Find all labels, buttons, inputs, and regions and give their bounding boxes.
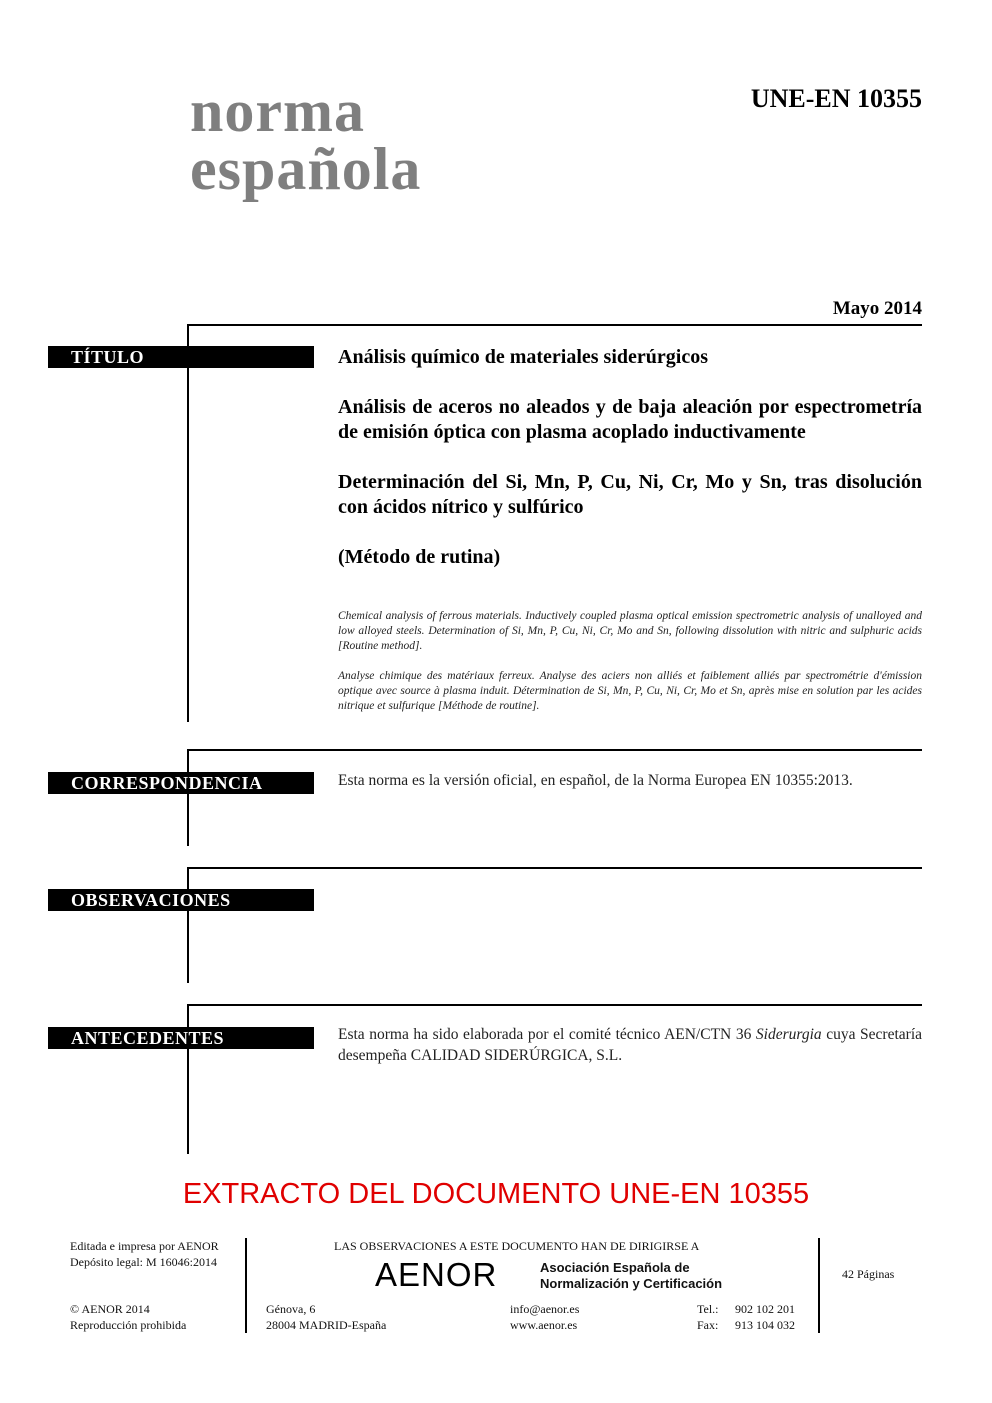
footer-address-2: 28004 MADRID-España bbox=[266, 1318, 387, 1332]
section-vertical-rule bbox=[187, 867, 189, 983]
org-line-2: Normalización y Certificación bbox=[540, 1276, 723, 1291]
antecedentes-text bbox=[338, 1024, 922, 1066]
footer-email[interactable]: info@aenor.es bbox=[510, 1302, 580, 1316]
antecedentes-text-start: Esta norma ha sido elaborada por el comité técnico AEN/CTN 36 bbox=[338, 1026, 756, 1043]
french-title: Analyse chimique des matériaux ferreux. Analyse des aciers non alliés et faiblement alliés par spectrométrie d'émission optique avec source à plasma induit. Détermination de Si, Mn, P, Cu, Ni, Cr, Mo et Sn, après mise en solution par les acides nitrique et sulfurique [Méthode de routine]. bbox=[338, 670, 922, 712]
section-vertical-rule bbox=[187, 749, 189, 846]
brand-title bbox=[190, 78, 422, 202]
title-line-3: Determinación del Si, Mn, P, Cu, Ni, Cr, Mo y Sn, tras disolución con ácidos nítrico y sulfúrico bbox=[338, 471, 922, 518]
footer-separator bbox=[818, 1238, 820, 1333]
title-line-2: Análisis de aceros no aleados y de baja aleación por espectrometría de emisión óptica con plasma acoplado inductivamente bbox=[338, 396, 922, 443]
footer-web[interactable]: www.aenor.es bbox=[510, 1318, 578, 1332]
footer-tel-label: Tel.: bbox=[697, 1302, 719, 1316]
section-divider bbox=[188, 867, 922, 869]
spanish-titles bbox=[338, 345, 922, 595]
section-divider bbox=[188, 324, 922, 326]
section-divider bbox=[188, 1004, 922, 1006]
title-line-1: Análisis químico de materiales siderúrgicos bbox=[338, 346, 708, 368]
footer-separator bbox=[245, 1238, 247, 1333]
label-observaciones: OBSERVACIONES bbox=[48, 889, 314, 911]
footer-edited: Editada e impresa por AENOR bbox=[70, 1239, 219, 1253]
aenor-org-name bbox=[540, 1260, 722, 1292]
english-title: Chemical analysis of ferrous materials. Inductively coupled plasma optical emission spectrometric analysis of unalloyed and low alloyed steels. Determination of Si, Mn, P, Cu, Ni, Cr, Mo and Sn, following dissolution with nitric and sulphuric acids [Routine method]. bbox=[338, 610, 922, 652]
label-titulo: TÍTULO bbox=[48, 346, 314, 368]
committee-name: Siderurgia bbox=[755, 1026, 822, 1043]
brand-line-2: española bbox=[190, 136, 422, 202]
title-line-4: (Método de rutina) bbox=[338, 546, 501, 568]
footer-deposit: Depósito legal: M 16046:2014 bbox=[70, 1255, 217, 1269]
org-line-1: Asociación Española de bbox=[540, 1260, 690, 1275]
antecedentes-text-end: cuya Secretaría desempeña CALIDAD SIDERÚRGICA, S.L. bbox=[338, 1026, 923, 1064]
standard-code: UNE-EN 10355 bbox=[750, 84, 922, 113]
footer-fax-label: Fax: bbox=[697, 1318, 719, 1332]
publication-date: Mayo 2014 bbox=[832, 298, 922, 319]
brand-line-1: norma bbox=[190, 78, 365, 144]
footer-tel: 902 102 201 bbox=[735, 1302, 795, 1316]
label-antecedentes: ANTECEDENTES bbox=[48, 1027, 314, 1049]
aenor-logo: AENOR bbox=[375, 1256, 498, 1293]
section-vertical-rule bbox=[187, 324, 189, 722]
footer-address-1: Génova, 6 bbox=[266, 1302, 316, 1316]
footer-observations-note: LAS OBSERVACIONES A ESTE DOCUMENTO HAN DE DIRIGIRSE A bbox=[334, 1239, 700, 1253]
alternate-titles bbox=[338, 609, 922, 729]
correspondencia-text: Esta norma es la versión oficial, en español, de la Norma Europea EN 10355:2013. bbox=[338, 772, 853, 789]
footer-reproduction: Reproducción prohibida bbox=[70, 1318, 187, 1332]
section-divider bbox=[188, 749, 922, 751]
extract-notice: EXTRACTO DEL DOCUMENTO UNE-EN 10355 bbox=[182, 1178, 810, 1210]
footer-copyright: © AENOR 2014 bbox=[70, 1302, 150, 1316]
footer-pages: 42 Páginas bbox=[842, 1267, 895, 1281]
footer-fax: 913 104 032 bbox=[735, 1318, 795, 1332]
label-correspondencia: CORRESPONDENCIA bbox=[48, 772, 314, 794]
